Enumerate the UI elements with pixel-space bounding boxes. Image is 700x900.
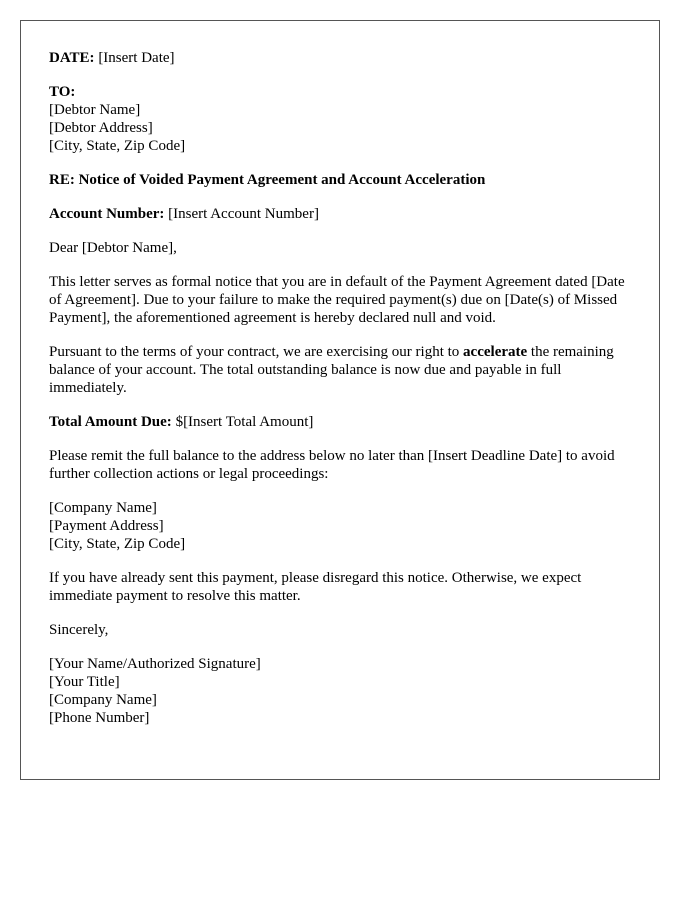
signature-line: [Company Name] (49, 692, 157, 708)
total-amount-line (49, 413, 631, 431)
acceleration-paragraph (49, 343, 631, 397)
signature-block (49, 655, 631, 727)
remit-address-block (49, 499, 631, 553)
account-number-value: [Insert Account Number] (168, 206, 319, 222)
to-label: TO: (49, 84, 76, 100)
recipient-line: [Debtor Name] (49, 102, 141, 118)
recipient-line: [City, State, Zip Code] (49, 138, 186, 154)
remit-address-line: [Company Name] (49, 500, 157, 516)
subject-text: RE: Notice of Voided Payment Agreement and Account Acceleration (49, 172, 486, 188)
remit-instructions-paragraph: Please remit the full balance to the address below no later than [Insert Deadline Date] to avoid further collection actions or legal proceedings: (49, 448, 615, 482)
total-amount-value: $[Insert Total Amount] (175, 414, 314, 430)
acceleration-text-before: Pursuant to the terms of your contract, we are exercising our right to (49, 344, 460, 360)
date-value: [Insert Date] (98, 50, 175, 66)
acceleration-text-after: the remaining balance of your account. The total outstanding balance is now due and payable in full immediately. (49, 344, 614, 396)
recipient-block (49, 83, 631, 155)
recipient-line: [Debtor Address] (49, 120, 153, 136)
closing: Sincerely, (49, 622, 109, 638)
letter-document (20, 20, 660, 780)
salutation: Dear [Debtor Name], (49, 240, 177, 256)
signature-line: [Your Title] (49, 674, 120, 690)
date-label: DATE: (49, 50, 95, 66)
account-number-line (49, 205, 631, 223)
signature-line: [Phone Number] (49, 710, 150, 726)
account-number-label: Account Number: (49, 206, 165, 222)
subject-line (49, 171, 631, 189)
default-notice-paragraph: This letter serves as formal notice that you are in default of the Payment Agreement dated [Date of Agreement]. Due to your failure to make the required payment(s) due on [Date(s) of Missed Payment], the aforementioned agreement is hereby declared null and void. (49, 274, 625, 326)
total-amount-label: Total Amount Due: (49, 414, 172, 430)
remit-address-line: [Payment Address] (49, 518, 164, 534)
acceleration-emphasis: accelerate (463, 344, 528, 360)
remit-address-line: [City, State, Zip Code] (49, 536, 186, 552)
signature-line: [Your Name/Authorized Signature] (49, 656, 261, 672)
date-line (49, 49, 631, 67)
disregard-paragraph: If you have already sent this payment, please disregard this notice. Otherwise, we expect immediate payment to resolve this matter. (49, 570, 582, 604)
